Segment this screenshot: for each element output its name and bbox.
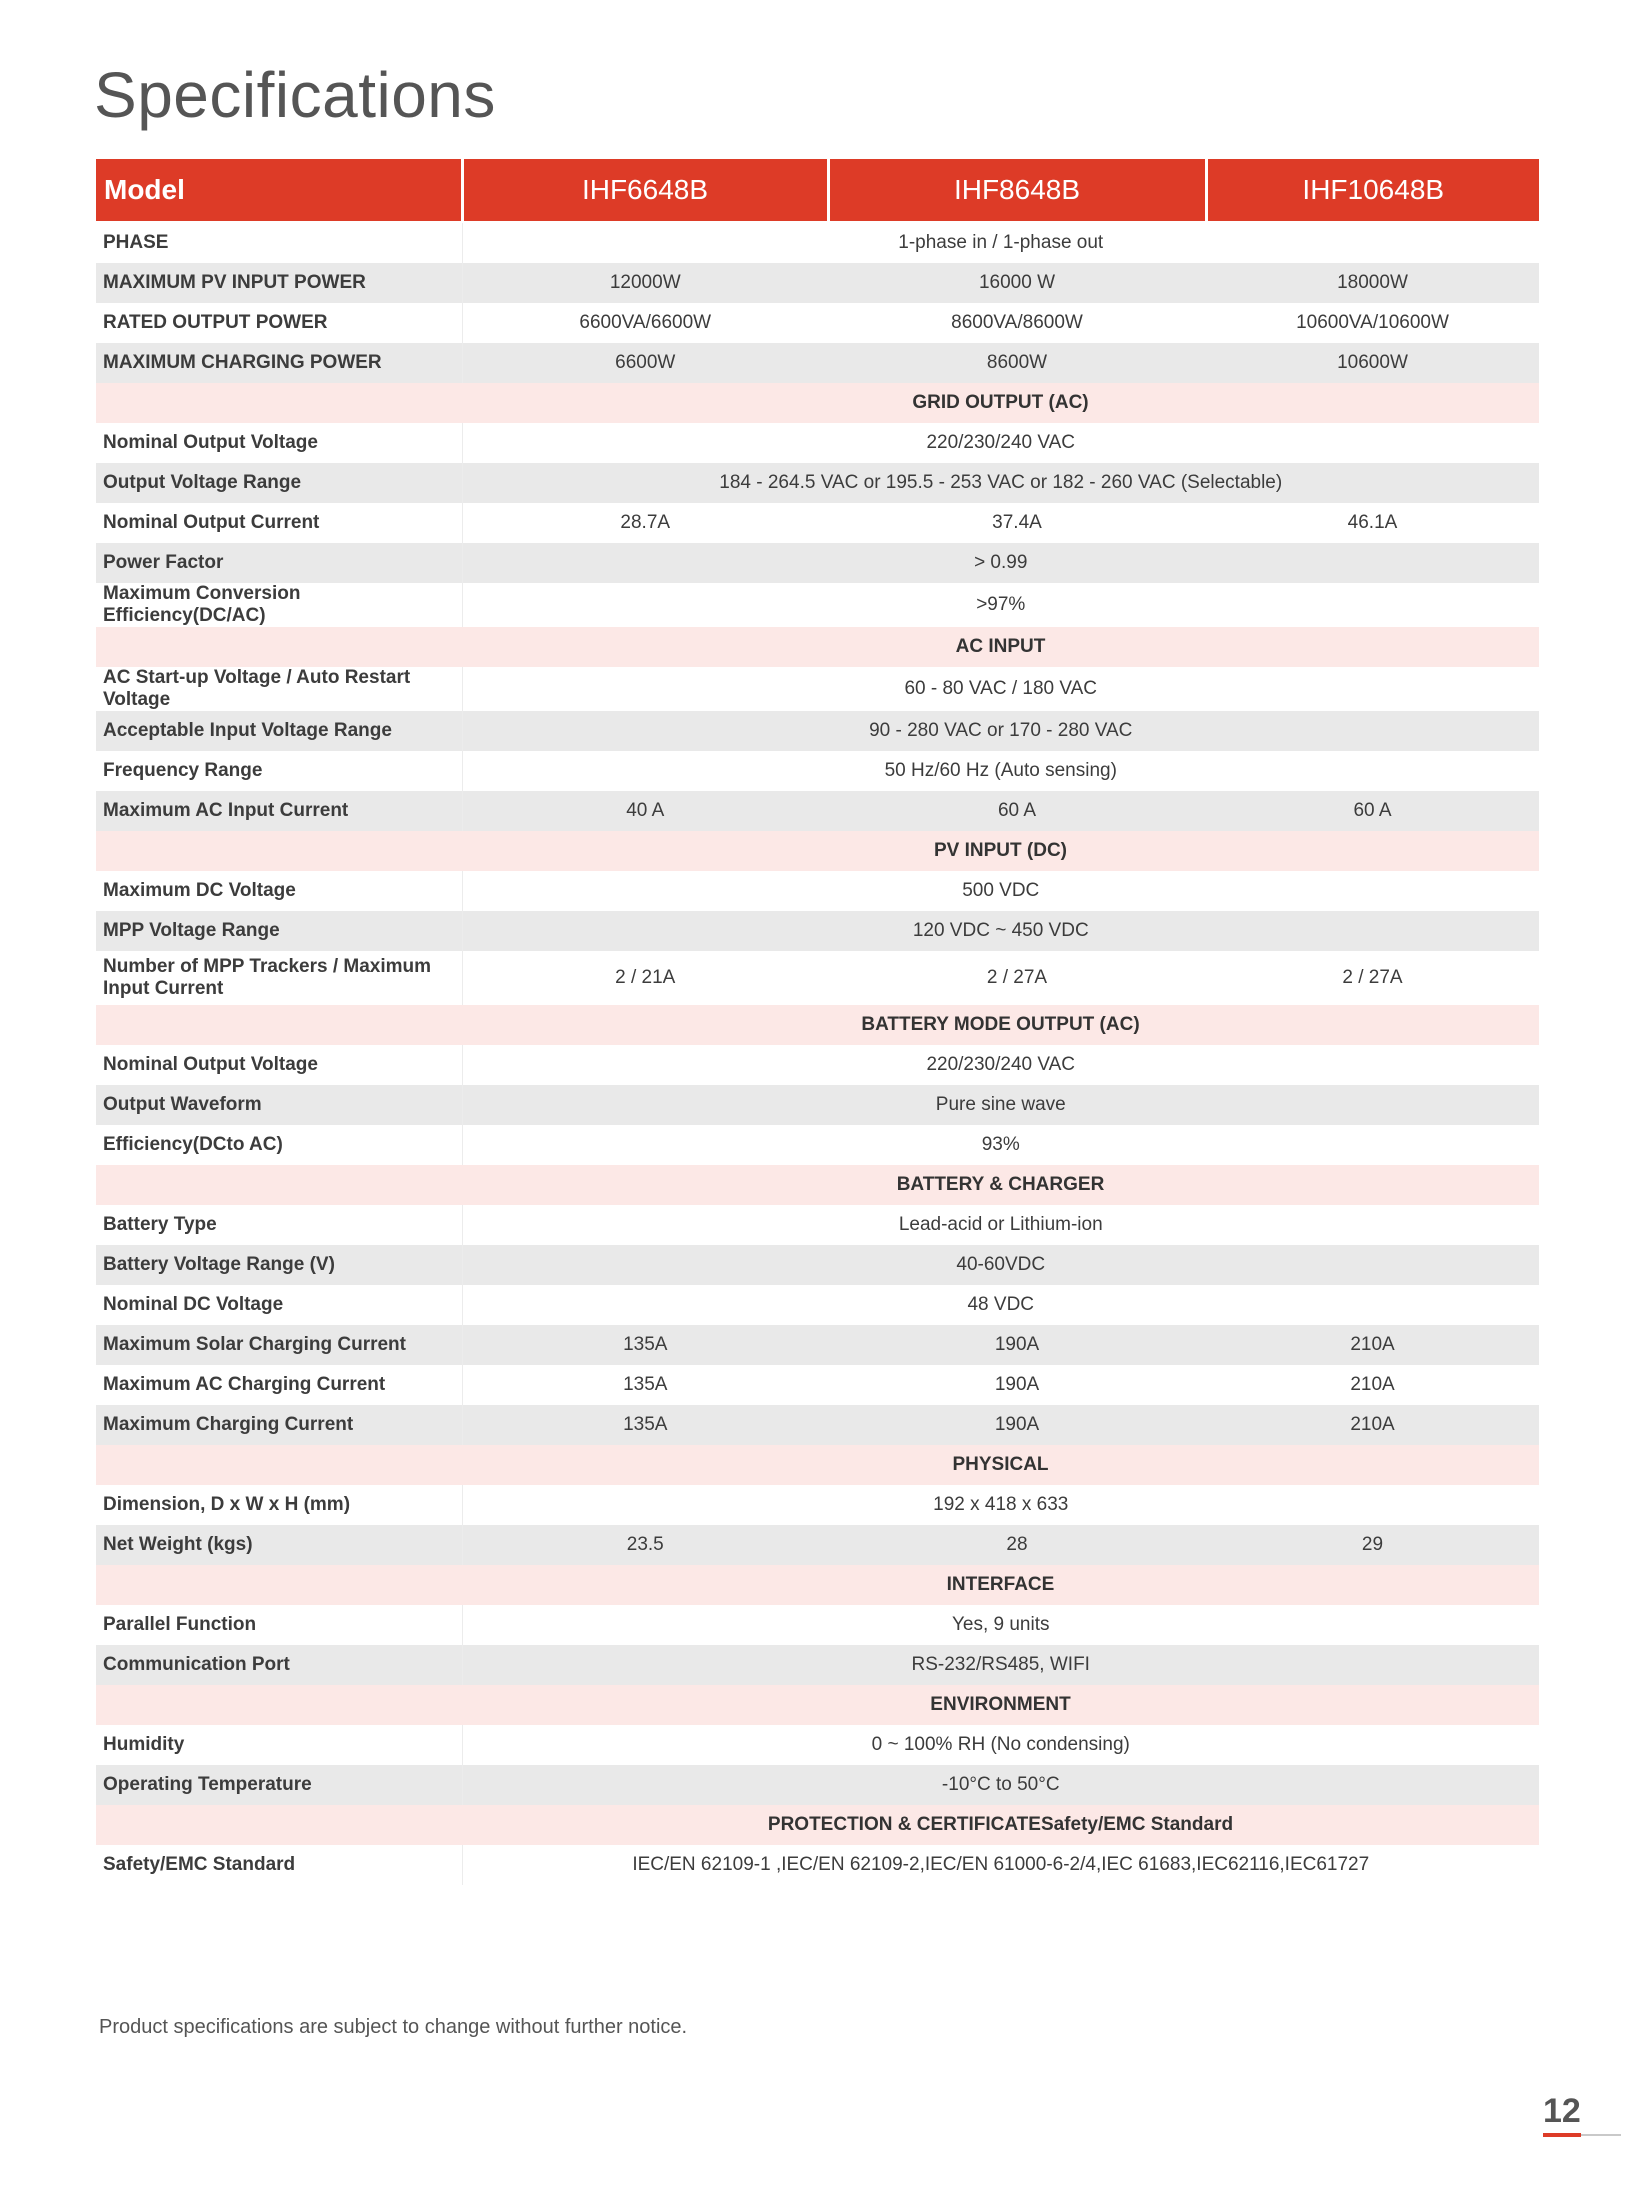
- spec-row: [96, 222, 1539, 263]
- spec-value: Yes, 9 units: [951, 1614, 1050, 1635]
- spec-value: >97%: [976, 594, 1026, 615]
- spec-label: AC Start-up Voltage / Auto Restart Voltage: [96, 667, 462, 711]
- section-header-row: [96, 383, 1539, 423]
- spec-value: 40 A: [462, 791, 828, 831]
- spec-row: [96, 1405, 1539, 1445]
- section-title: INTERFACE: [462, 1565, 1539, 1605]
- spec-value: 28.7A: [620, 512, 671, 533]
- section-blank-cell: [96, 1565, 462, 1605]
- section-title: ENVIRONMENT: [462, 1685, 1539, 1725]
- spec-value: 135A: [623, 1374, 668, 1395]
- spec-label: Operating Temperature: [96, 1765, 462, 1805]
- spec-value: > 0.99: [462, 543, 1539, 583]
- section-title: BATTERY MODE OUTPUT (AC): [462, 1005, 1539, 1045]
- section-blank-cell: [96, 1005, 462, 1045]
- spec-label: Efficiency(DCto AC): [96, 1125, 462, 1165]
- spec-value: RS-232/RS485, WIFI: [462, 1645, 1539, 1685]
- spec-row: [96, 1605, 1539, 1645]
- spec-value: 60 A: [1206, 791, 1539, 831]
- section-header-row: [96, 1805, 1539, 1845]
- spec-value: 190A: [828, 1405, 1206, 1445]
- spec-value: IEC/EN 62109-1 ,IEC/EN 62109-2,IEC/EN 61000-6-2/4,IEC 61683,IEC62116,IEC61727: [632, 1854, 1370, 1875]
- spec-value: 50 Hz/60 Hz (Auto sensing): [884, 760, 1117, 781]
- section-title: PV INPUT (DC): [462, 831, 1539, 871]
- spec-row: [96, 423, 1539, 463]
- spec-value: 29: [1206, 1525, 1539, 1565]
- spec-value: 190A: [828, 1325, 1206, 1365]
- section-header-row: [96, 627, 1539, 667]
- spec-row: [96, 1085, 1539, 1125]
- spec-label: Net Weight (kgs): [96, 1525, 462, 1565]
- spec-row: [96, 1725, 1539, 1765]
- spec-value: 10600VA/10600W: [1296, 312, 1449, 333]
- spec-value: 1-phase in / 1-phase out: [898, 232, 1104, 253]
- spec-label: Number of MPP Trackers / Maximum Input Current: [96, 951, 462, 1005]
- spec-value: 135A: [462, 1325, 828, 1365]
- spec-label: Nominal Output Voltage: [96, 423, 462, 463]
- section-header-row: [96, 1165, 1539, 1205]
- spec-value: -10°C to 50°C: [462, 1765, 1539, 1805]
- spec-row: [96, 1285, 1539, 1325]
- spec-value: Lead-acid or Lithium-ion: [898, 1214, 1103, 1235]
- spec-value: 8600VA/8600W: [951, 312, 1083, 333]
- spec-row: [96, 667, 1539, 711]
- spec-row: [96, 1245, 1539, 1285]
- spec-label: Safety/EMC Standard: [96, 1845, 462, 1885]
- spec-value: 37.4A: [992, 512, 1042, 533]
- page-number-accent: [1543, 2133, 1581, 2137]
- spec-label: PHASE: [96, 222, 462, 263]
- spec-label: Communication Port: [96, 1645, 462, 1685]
- spec-label: Battery Type: [96, 1205, 462, 1245]
- section-title: GRID OUTPUT (AC): [462, 383, 1539, 423]
- model-name: IHF6648B: [462, 159, 828, 222]
- page-number: 12: [1543, 2092, 1581, 2130]
- section-blank-cell: [96, 1165, 462, 1205]
- spec-value: 40-60VDC: [462, 1245, 1539, 1285]
- spec-row: [96, 263, 1539, 303]
- spec-row: [96, 343, 1539, 383]
- spec-label: RATED OUTPUT POWER: [96, 303, 462, 343]
- spec-value: 2 / 21A: [615, 967, 676, 988]
- spec-row: [96, 751, 1539, 791]
- spec-value: 135A: [462, 1405, 828, 1445]
- spec-label: MAXIMUM PV INPUT POWER: [96, 263, 462, 303]
- spec-row: [96, 951, 1539, 1005]
- spec-value: 6600VA/6600W: [579, 312, 712, 333]
- page-title: Specifications: [94, 59, 496, 131]
- section-blank-cell: [96, 1445, 462, 1485]
- spec-value: 60 - 80 VAC / 180 VAC: [904, 678, 1098, 699]
- model-header-row: [96, 159, 1539, 222]
- section-blank-cell: [96, 1805, 462, 1845]
- spec-label: Maximum Charging Current: [96, 1405, 462, 1445]
- spec-label: MPP Voltage Range: [96, 911, 462, 951]
- spec-row: [96, 1645, 1539, 1685]
- spec-row: [96, 1845, 1539, 1885]
- spec-row: [96, 911, 1539, 951]
- spec-row: [96, 543, 1539, 583]
- section-header-row: [96, 1565, 1539, 1605]
- spec-value: 10600W: [1206, 343, 1539, 383]
- section-header-row: [96, 831, 1539, 871]
- spec-row: [96, 303, 1539, 343]
- disclaimer-note: Product specifications are subject to change without further notice.: [99, 2016, 688, 2038]
- spec-row: [96, 1765, 1539, 1805]
- spec-value: 120 VDC ~ 450 VDC: [462, 911, 1539, 951]
- section-title: BATTERY & CHARGER: [462, 1165, 1539, 1205]
- spec-value: 190A: [994, 1374, 1040, 1395]
- spec-label: Battery Voltage Range (V): [96, 1245, 462, 1285]
- spec-row: [96, 1485, 1539, 1525]
- spec-row: [96, 871, 1539, 911]
- spec-row: [96, 1365, 1539, 1405]
- spec-value: 210A: [1206, 1405, 1539, 1445]
- section-title: PHYSICAL: [462, 1445, 1539, 1485]
- spec-value: 192 x 418 x 633: [933, 1494, 1069, 1515]
- spec-label: Nominal Output Voltage: [96, 1045, 462, 1085]
- spec-label: Nominal Output Current: [96, 503, 462, 543]
- spec-label: Maximum AC Charging Current: [96, 1365, 462, 1405]
- section-header-row: [96, 1445, 1539, 1485]
- spec-label: Acceptable Input Voltage Range: [96, 711, 462, 751]
- section-blank-cell: [96, 627, 462, 667]
- spec-value: 93%: [981, 1134, 1020, 1155]
- spec-label: Dimension, D x W x H (mm): [96, 1485, 462, 1525]
- spec-value: 12000W: [462, 263, 828, 303]
- spec-value: 210A: [1206, 1325, 1539, 1365]
- section-blank-cell: [96, 383, 462, 423]
- spec-row: [96, 1205, 1539, 1245]
- spec-row: [96, 1125, 1539, 1165]
- spec-value: 8600W: [828, 343, 1206, 383]
- spec-value: 28: [828, 1525, 1206, 1565]
- section-header-row: [96, 1005, 1539, 1045]
- spec-value: 48 VDC: [967, 1294, 1035, 1315]
- spec-label: Maximum Conversion Efficiency(DC/AC): [96, 583, 462, 627]
- spec-row: [96, 503, 1539, 543]
- spec-value: 23.5: [462, 1525, 828, 1565]
- spec-label: Power Factor: [96, 543, 462, 583]
- spec-value: 2 / 27A: [986, 967, 1048, 988]
- spec-row: [96, 711, 1539, 751]
- spec-label: MAXIMUM CHARGING POWER: [96, 343, 462, 383]
- spec-label: Frequency Range: [96, 751, 462, 791]
- spec-value: 210A: [1350, 1374, 1395, 1395]
- section-title: AC INPUT: [462, 627, 1539, 667]
- spec-label: Maximum AC Input Current: [96, 791, 462, 831]
- spec-value: 18000W: [1206, 263, 1539, 303]
- spec-row: [96, 791, 1539, 831]
- section-blank-cell: [96, 831, 462, 871]
- spec-value: 500 VDC: [962, 880, 1040, 901]
- spec-label: Output Voltage Range: [96, 463, 462, 503]
- spec-row: [96, 1525, 1539, 1565]
- spec-value: 220/230/240 VAC: [926, 432, 1076, 453]
- model-header-label: Model: [96, 159, 462, 222]
- spec-label: Nominal DC Voltage: [96, 1285, 462, 1325]
- spec-value: 16000 W: [828, 263, 1206, 303]
- spec-row: [96, 463, 1539, 503]
- spec-value: 60 A: [828, 791, 1206, 831]
- section-header-row: [96, 1685, 1539, 1725]
- spec-value: 46.1A: [1347, 512, 1398, 533]
- spec-value: 184 - 264.5 VAC or 195.5 - 253 VAC or 182 - 260 VAC (Selectable): [462, 463, 1539, 503]
- section-title: PROTECTION & CERTIFICATESafety/EMC Standard: [462, 1805, 1539, 1845]
- model-name: IHF10648B: [1206, 159, 1539, 222]
- spec-value: Pure sine wave: [462, 1085, 1539, 1125]
- spec-row: [96, 1325, 1539, 1365]
- spec-label: Humidity: [96, 1725, 462, 1765]
- spec-label: Maximum Solar Charging Current: [96, 1325, 462, 1365]
- spec-value: 2 / 27A: [1342, 967, 1403, 988]
- spec-value: 90 - 280 VAC or 170 - 280 VAC: [462, 711, 1539, 751]
- spec-row: [96, 1045, 1539, 1085]
- specifications-table: [96, 159, 1539, 1885]
- model-name: IHF8648B: [828, 159, 1206, 222]
- spec-value: 0 ~ 100% RH (No condensing): [871, 1734, 1130, 1755]
- spec-label: Maximum DC Voltage: [96, 871, 462, 911]
- spec-label: Parallel Function: [96, 1605, 462, 1645]
- spec-row: [96, 583, 1539, 627]
- section-blank-cell: [96, 1685, 462, 1725]
- spec-label: Output Waveform: [96, 1085, 462, 1125]
- spec-value: 220/230/240 VAC: [926, 1054, 1076, 1075]
- spec-value: 6600W: [462, 343, 828, 383]
